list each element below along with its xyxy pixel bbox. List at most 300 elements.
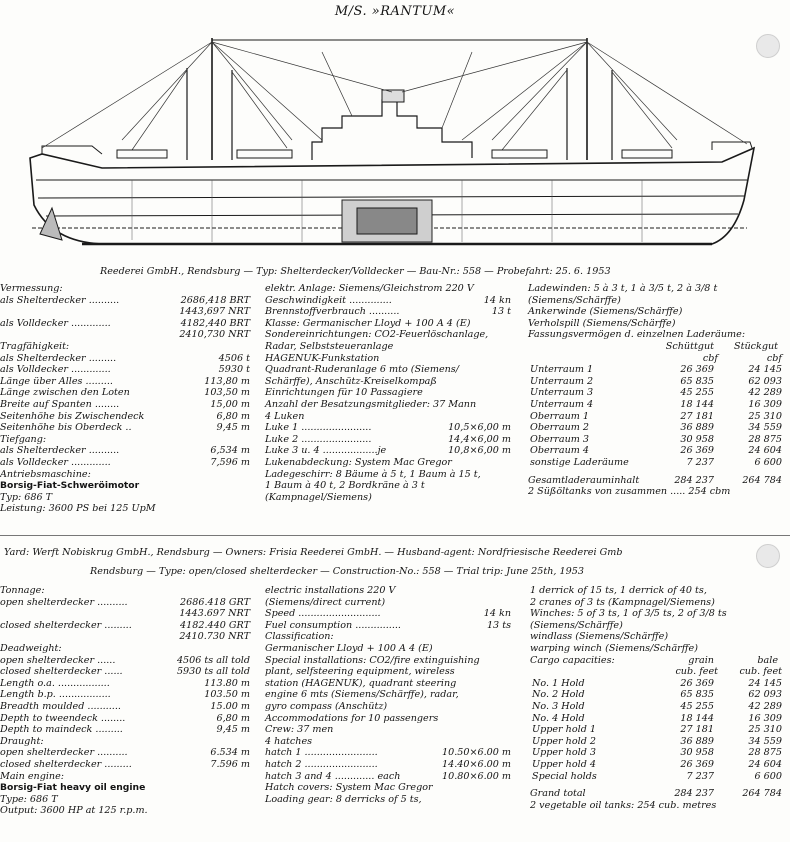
spec-row xyxy=(0,805,250,817)
total-label: Grand total xyxy=(530,788,586,800)
spec-row xyxy=(0,341,250,353)
spec-label: Länge über Alles ......... xyxy=(0,375,113,387)
table-row xyxy=(530,771,786,783)
bale-value: 24 604 xyxy=(748,445,782,457)
spec-value: 9,45 m xyxy=(216,422,250,434)
spec-row xyxy=(265,480,515,492)
spec-row xyxy=(0,422,250,434)
total-grain: 284 237 xyxy=(674,788,714,800)
spec-label: engine 6 mts (Siemens/Schärffe), radar, xyxy=(265,689,459,701)
grain-value: 26 369 xyxy=(680,758,714,770)
spec-value: 13 ts xyxy=(486,619,511,631)
cap-head-bale: bale xyxy=(757,654,778,666)
spec-value: 7.596 m xyxy=(210,758,250,770)
bale-value: 25 310 xyxy=(748,410,782,422)
spec-row xyxy=(0,503,250,515)
spec-label: als Volldecker ............. xyxy=(0,317,111,329)
spec-row xyxy=(265,643,515,655)
hold-name: Upper hold 3 xyxy=(532,747,596,759)
cap-unit-bale: cbf xyxy=(766,352,782,364)
grain-value: 26 369 xyxy=(680,445,714,457)
spec-row xyxy=(0,701,250,713)
spec-row xyxy=(265,329,515,341)
spec-label: Length o.a. ................. xyxy=(0,677,110,689)
spec-value: 4182.440 GRT xyxy=(180,619,250,631)
spec-value: 2686,418 BRT xyxy=(180,294,250,306)
spec-row xyxy=(265,724,515,736)
hold-name: No. 4 Hold xyxy=(532,712,585,724)
spec-row xyxy=(0,678,250,690)
spec-line: 1 derrick of 15 ts, 1 derrick of 40 ts, xyxy=(530,585,707,596)
cap-label: Cargo capacities: xyxy=(530,654,615,666)
hold-name: Oberraum 3 xyxy=(530,433,590,445)
spec-value: 10,8×6,00 m xyxy=(448,445,511,457)
grain-value: 26 369 xyxy=(680,677,714,689)
spec-row xyxy=(0,492,250,504)
spec-label: Main engine: xyxy=(0,770,64,782)
table-row xyxy=(528,445,786,457)
spec-label: Länge zwischen den Loten xyxy=(0,387,130,399)
spec-row xyxy=(0,457,250,469)
spec-row xyxy=(265,759,515,771)
spec-row xyxy=(265,445,515,457)
spec-row xyxy=(265,457,515,469)
spec-value: 7,596 m xyxy=(210,456,250,468)
spec-label: Draught: xyxy=(0,735,44,747)
bale-value: 6 600 xyxy=(754,770,782,782)
bale-value: 25 310 xyxy=(748,724,782,736)
hold-name: No. 3 Hold xyxy=(532,700,585,712)
spec-line: Fassungsvermögen d. einzelnen Laderäume: xyxy=(528,329,746,341)
spec-label: electric installations 220 V xyxy=(265,585,396,596)
cap-head-grain: grain xyxy=(688,654,714,666)
spec-label: closed shelterdecker ......... xyxy=(0,758,132,770)
spec-row xyxy=(265,411,515,423)
spec-value: 9,45 m xyxy=(216,724,250,736)
table-row xyxy=(528,387,786,399)
spec-label: Type: 686 T xyxy=(0,793,58,805)
spec-value: 4182,440 BRT xyxy=(180,317,250,329)
hold-name: Special holds xyxy=(532,770,597,782)
grain-value: 65 835 xyxy=(680,689,714,701)
spec-label: Depth to tweendeck ........ xyxy=(0,712,126,724)
total-row xyxy=(530,788,786,800)
spec-row xyxy=(0,759,250,771)
spec-label: Vermessung: xyxy=(0,283,63,294)
spec-value: 2410.730 NRT xyxy=(179,631,250,643)
spec-label: 1 Baum à 40 t, 2 Bordkräne à 3 t xyxy=(265,480,425,492)
bale-value: 24 604 xyxy=(748,758,782,770)
spec-label: open shelterdecker .......... xyxy=(0,596,128,608)
spec-label: station (HAGENUK), quadrant steering xyxy=(265,677,457,689)
de-right-column xyxy=(528,283,786,498)
spec-line: (Siemens/Schärffe) xyxy=(528,294,621,306)
grain-value: 27 181 xyxy=(680,724,714,736)
spec-label: open shelterdecker .......... xyxy=(0,747,128,759)
spec-row xyxy=(0,387,250,399)
spec-row xyxy=(265,399,515,411)
grain-value: 18 144 xyxy=(680,398,714,410)
hold-name: Upper hold 2 xyxy=(532,735,596,747)
bale-value: 34 559 xyxy=(748,422,782,434)
ship-profile-drawing xyxy=(22,30,762,262)
table-row xyxy=(528,422,786,434)
table-row xyxy=(530,713,786,725)
ship-caption-en-1: Yard: Werft Nobiskrug GmbH., Rendsburg — Owners: Frisia Reederei GmbH. — Husband-agent: Nordfriesische Reederei Gmb xyxy=(4,547,623,558)
spec-row xyxy=(0,399,250,411)
spec-row xyxy=(0,655,250,667)
spec-row xyxy=(265,794,515,806)
spec-value: 10.80×6.00 m xyxy=(441,770,511,782)
spec-label: Lukenabdeckung: System Mac Gregor xyxy=(265,456,452,468)
spec-label: Geschwindigkeit .............. xyxy=(265,294,392,306)
spec-label: Luke 2 ....................... xyxy=(265,433,372,445)
punch-hole-mark xyxy=(756,34,780,58)
spec-row xyxy=(265,713,515,725)
spec-row xyxy=(0,597,250,609)
spec-label: hatch 3 and 4 ............. each xyxy=(265,770,401,782)
spec-label: elektr. Anlage: Siemens/Gleichstrom 220 V xyxy=(265,283,474,294)
spec-label: Einrichtungen für 10 Passagiere xyxy=(265,387,423,399)
spec-row xyxy=(0,631,250,643)
table-row xyxy=(528,399,786,411)
spec-label: als Volldecker ............. xyxy=(0,364,111,376)
spec-label: (Kampnagel/Siemens) xyxy=(265,491,372,503)
spec-label: Anzahl der Besatzungsmitglieder: 37 Mann xyxy=(265,398,477,410)
spec-label: Tiefgang: xyxy=(0,433,47,445)
spec-row xyxy=(0,782,250,794)
table-row xyxy=(528,376,786,388)
table-row xyxy=(530,747,786,759)
grain-value: 18 144 xyxy=(680,712,714,724)
spec-row xyxy=(0,724,250,736)
spec-row xyxy=(0,318,250,330)
en-middle-column xyxy=(265,585,515,805)
spec-label: Sondereinrichtungen: CO2-Feuerlöschanlage, xyxy=(265,329,489,341)
spec-value: 103,50 m xyxy=(204,387,250,399)
spec-row xyxy=(265,353,515,365)
spec-label: Antriebsmaschine: xyxy=(0,468,91,480)
hold-name: Oberraum 2 xyxy=(530,422,590,434)
spec-row xyxy=(0,794,250,806)
spec-row xyxy=(0,585,250,597)
spec-row xyxy=(265,492,515,504)
grain-value: 26 369 xyxy=(680,364,714,376)
spec-label: als Shelterdecker ......... xyxy=(0,352,117,364)
spec-line: Winches: 5 of 3 ts, 1 of 3/5 ts, 2 of 3/8 ts xyxy=(530,608,727,620)
cap-header xyxy=(528,341,786,353)
spec-label: (Siemens/direct current) xyxy=(265,596,386,608)
total-bale: 264 784 xyxy=(742,474,782,486)
spec-value: 103.50 m xyxy=(204,689,250,701)
spec-row xyxy=(265,597,515,609)
bale-value: 42 289 xyxy=(748,387,782,399)
spec-row xyxy=(0,736,250,748)
spec-value: 1443,697 NRT xyxy=(179,306,250,318)
spec-label: closed shelterdecker ...... xyxy=(0,666,123,678)
table-row xyxy=(530,736,786,748)
cap-header xyxy=(530,655,786,667)
spec-row xyxy=(265,422,515,434)
spec-label: Special installations: CO2/fire extinguishing xyxy=(265,654,480,666)
spec-value: 6,534 m xyxy=(210,445,250,457)
section-divider xyxy=(0,535,790,536)
spec-label: Classification: xyxy=(265,631,334,643)
spec-row xyxy=(265,434,515,446)
spec-label: Tragfähigkeit: xyxy=(0,340,70,352)
cap-unit-grain: cub. feet xyxy=(675,666,718,678)
spec-row xyxy=(265,666,515,678)
spec-label: Typ: 686 T xyxy=(0,491,53,503)
hold-name: Oberraum 4 xyxy=(530,445,590,457)
total-row xyxy=(528,475,786,487)
spec-label: Brennstoffverbrauch .......... xyxy=(265,306,400,318)
spec-line: windlass (Siemens/Schärffe) xyxy=(530,631,669,643)
punch-hole-mark xyxy=(756,544,780,568)
spec-row xyxy=(265,306,515,318)
en-left-column xyxy=(0,585,250,817)
tanks-line: 2 vegetable oil tanks: 254 cub. metres xyxy=(530,799,717,811)
spec-label: Borsig-Fiat-Schweröimotor xyxy=(0,480,140,492)
spec-row xyxy=(0,329,250,341)
hold-name: Unterraum 1 xyxy=(530,364,594,376)
grain-value: 65 835 xyxy=(680,375,714,387)
spec-line: 2 cranes of 3 ts (Kampnagel/Siemens) xyxy=(530,596,715,608)
bale-value: 24 145 xyxy=(748,364,782,376)
bale-value: 62 093 xyxy=(748,689,782,701)
page-title: M/S. »RANTUM« xyxy=(334,4,456,19)
bale-value: 28 875 xyxy=(748,433,782,445)
total-label: Gesamtladerauminhalt xyxy=(528,474,640,486)
spec-row xyxy=(0,376,250,388)
spec-label: Borsig-Fiat heavy oil engine xyxy=(0,782,146,794)
spec-label: Seitenhöhe bis Zwischendeck xyxy=(0,410,145,422)
grain-value: 30 958 xyxy=(680,433,714,445)
spec-value: 6.534 m xyxy=(210,747,250,759)
spec-label: Depth to maindeck ......... xyxy=(0,724,123,736)
spec-row xyxy=(0,295,250,307)
bale-value: 6 600 xyxy=(754,456,782,468)
spec-label: Klasse: Germanischer Lloyd + 100 A 4 (E) xyxy=(265,317,471,329)
spec-row xyxy=(265,771,515,783)
spec-value: 5930 t xyxy=(218,364,250,376)
spec-row xyxy=(265,631,515,643)
bale-value: 62 093 xyxy=(748,375,782,387)
spec-row xyxy=(265,655,515,667)
spec-value: 4506 t xyxy=(218,352,250,364)
spec-row xyxy=(0,480,250,492)
bale-value: 16 309 xyxy=(748,398,782,410)
cap-head-bale: Stückgut xyxy=(734,340,778,352)
cap-head-grain: Schüttgut xyxy=(665,340,714,352)
spec-row xyxy=(0,689,250,701)
spec-row xyxy=(265,295,515,307)
grain-value: 30 958 xyxy=(680,747,714,759)
spec-label: Breite auf Spanten ........ xyxy=(0,398,120,410)
spec-line: (Siemens/Schärffe) xyxy=(530,619,623,631)
cap-units xyxy=(530,666,786,678)
table-row xyxy=(530,701,786,713)
ship-caption-en-2: Rendsburg — Type: open/closed shelterdecker — Construction-No.: 558 — Trial trip: June 25th, 1953 xyxy=(90,566,584,577)
spec-label: Seitenhöhe bis Oberdeck .. xyxy=(0,422,132,434)
spec-row xyxy=(265,283,515,295)
spec-row xyxy=(0,771,250,783)
hold-name: sonstige Laderäume xyxy=(530,456,629,468)
table-row xyxy=(530,689,786,701)
spec-label: plant, selfsteering equipment, wireless xyxy=(265,666,455,678)
spec-value: 6,80 m xyxy=(216,410,250,422)
hold-name: No. 2 Hold xyxy=(532,689,585,701)
spec-value: 14 kn xyxy=(483,608,511,620)
de-middle-column xyxy=(265,283,515,503)
table-row xyxy=(528,457,786,469)
de-left-column xyxy=(0,283,250,515)
spec-line: Ladewinden: 5 à 3 t, 1 à 3/5 t, 2 à 3/8 t xyxy=(528,283,718,294)
spec-label: als Shelterdecker .......... xyxy=(0,294,120,306)
spec-label: Quadrant-Ruderanlage 6 mto (Siemens/ xyxy=(265,364,459,376)
spec-row xyxy=(0,283,250,295)
hold-name: Unterraum 2 xyxy=(530,375,594,387)
spec-label: Luke 1 ....................... xyxy=(265,422,372,434)
bale-value: 24 145 xyxy=(748,677,782,689)
spec-row xyxy=(265,620,515,632)
spec-row xyxy=(0,353,250,365)
hold-name: Upper hold 1 xyxy=(532,724,596,736)
bale-value: 42 289 xyxy=(748,700,782,712)
spec-row xyxy=(0,747,250,759)
spec-value: 5930 ts all told xyxy=(176,666,250,678)
tanks-line: 2 Süßöltanks von zusammen ..... 254 cbm xyxy=(528,486,731,498)
spec-label: HAGENUK-Funkstation xyxy=(265,352,380,364)
spec-value: 1443.697 NRT xyxy=(179,608,250,620)
bale-value: 34 559 xyxy=(748,735,782,747)
spec-value: 6,80 m xyxy=(216,712,250,724)
spec-label: Deadweight: xyxy=(0,642,62,654)
spec-value: 113,80 m xyxy=(204,375,250,387)
spec-row xyxy=(265,585,515,597)
spec-label: Radar, Selbststeueranlage xyxy=(265,340,394,352)
spec-value: 14,4×6,00 m xyxy=(448,433,511,445)
spec-row xyxy=(265,678,515,690)
spec-row xyxy=(265,387,515,399)
spec-row xyxy=(265,689,515,701)
spec-row xyxy=(0,469,250,481)
spec-value: 2686.418 GRT xyxy=(180,596,250,608)
total-grain: 284 237 xyxy=(674,474,714,486)
spec-row xyxy=(265,376,515,388)
en-right-column xyxy=(530,585,786,811)
hold-name: Unterraum 4 xyxy=(530,398,594,410)
table-row xyxy=(528,364,786,376)
grain-value: 45 255 xyxy=(680,700,714,712)
spec-label: Loading gear: 8 derricks of 5 ts, xyxy=(265,793,422,805)
grain-value: 27 181 xyxy=(680,410,714,422)
hold-name: Oberraum 1 xyxy=(530,410,590,422)
spec-label: Schärffe), Anschütz-Kreiselkompaß xyxy=(265,375,437,387)
spec-row xyxy=(265,469,515,481)
spec-row xyxy=(0,434,250,446)
spec-value: 14 kn xyxy=(483,294,511,306)
grain-value: 36 889 xyxy=(680,735,714,747)
spec-value: 15.00 m xyxy=(210,700,250,712)
spec-label: Tonnage: xyxy=(0,585,45,596)
spec-value: 2410,730 NRT xyxy=(179,329,250,341)
table-row xyxy=(530,724,786,736)
spec-label: Crew: 37 men xyxy=(265,724,334,736)
spec-value: 15,00 m xyxy=(210,398,250,410)
spec-label: Breadth moulded ........... xyxy=(0,700,121,712)
cap-unit-grain: cbf xyxy=(702,352,718,364)
spec-row xyxy=(0,643,250,655)
spec-label: Germanischer Lloyd + 100 A 4 (E) xyxy=(265,642,433,654)
spec-label: als Shelterdecker .......... xyxy=(0,445,120,457)
spec-value: 14.40×6.00 m xyxy=(441,758,511,770)
spec-label: 4 hatches xyxy=(265,735,313,747)
spec-label: hatch 1 ........................ xyxy=(265,747,378,759)
total-bale: 264 784 xyxy=(742,788,782,800)
spec-line: Verholspill (Siemens/Schärffe) xyxy=(528,317,676,329)
hold-name: Unterraum 3 xyxy=(530,387,594,399)
spec-row xyxy=(0,364,250,376)
spec-row xyxy=(265,318,515,330)
cap-unit-bale: cub. feet xyxy=(739,666,782,678)
spec-label: closed shelterdecker ......... xyxy=(0,619,132,631)
spec-value: 4506 ts all told xyxy=(176,654,250,666)
table-row xyxy=(530,678,786,690)
grain-value: 36 889 xyxy=(680,422,714,434)
ship-caption-de: Reederei GmbH., Rendsburg — Typ: Shelterdecker/Volldecker — Bau-Nr.: 558 — Probefahrt: 25. 6. 1953 xyxy=(100,266,611,277)
spec-row xyxy=(265,701,515,713)
table-row xyxy=(528,434,786,446)
spec-row xyxy=(0,411,250,423)
spec-row xyxy=(0,620,250,632)
spec-label: Luke 3 u. 4 ..................je xyxy=(265,445,387,457)
hold-name: No. 1 Hold xyxy=(532,677,585,689)
spec-value: 10,5×6,00 m xyxy=(448,422,511,434)
spec-label: gyro compass (Anschütz) xyxy=(265,700,388,712)
spec-label: Speed ........................... xyxy=(265,608,381,620)
spec-label: 4 Luken xyxy=(265,410,305,422)
spec-value: 113.80 m xyxy=(204,677,250,689)
spec-row xyxy=(265,736,515,748)
spec-row xyxy=(265,364,515,376)
spec-row xyxy=(265,747,515,759)
spec-label: Length b.p. ................. xyxy=(0,689,111,701)
spec-label: open shelterdecker ...... xyxy=(0,654,116,666)
spec-line: warping winch (Siemens/Schärffe) xyxy=(530,642,698,654)
cap-units xyxy=(528,353,786,365)
spec-row xyxy=(265,341,515,353)
bale-value: 16 309 xyxy=(748,712,782,724)
spec-row xyxy=(0,666,250,678)
table-row xyxy=(530,759,786,771)
spec-row xyxy=(0,306,250,318)
grain-value: 7 237 xyxy=(686,456,714,468)
spec-row xyxy=(0,608,250,620)
grain-value: 45 255 xyxy=(680,387,714,399)
grain-value: 7 237 xyxy=(686,770,714,782)
spec-label: Output: 3600 HP at 125 r.p.m. xyxy=(0,805,148,817)
spec-label: Leistung: 3600 PS bei 125 UpM xyxy=(0,503,156,515)
spec-label: Fuel consumption ............... xyxy=(265,619,401,631)
hold-name: Upper hold 4 xyxy=(532,758,596,770)
spec-value: 10.50×6.00 m xyxy=(441,747,511,759)
spec-row xyxy=(265,608,515,620)
spec-label: Hatch covers: System Mac Gregor xyxy=(265,782,433,794)
spec-label: Accommodations for 10 passengers xyxy=(265,712,439,724)
spec-line: Ankerwinde (Siemens/Schärffe) xyxy=(528,306,683,318)
spec-row xyxy=(0,445,250,457)
